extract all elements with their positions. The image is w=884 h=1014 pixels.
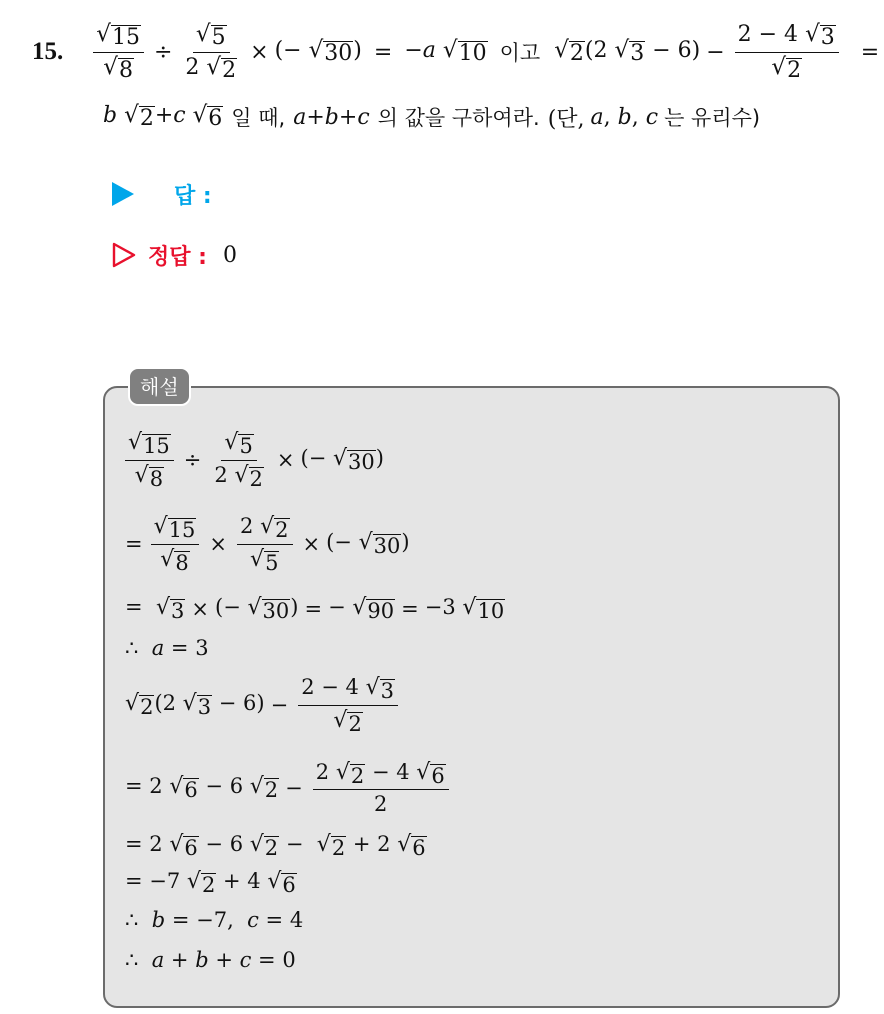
solution-line: = 2 √ 6 − 6 √ 2 − √ 2 + 2 √ 6 [125,832,426,861]
solution-line: ∴ b = −7, c = 4 [125,908,304,932]
answer-label: 답 : [174,183,212,209]
condition-suffix: 는 유리수) [664,106,761,130]
outline-triangle-icon [112,242,136,268]
question-text: 의 값을 구하여라. [377,106,540,130]
correct-answer-value: 0 [222,242,237,268]
fraction: 2 − 4 √ 3 √ 2 [735,22,839,81]
solution-line: = √ 15 √ 8 × 2 √ 2 √ 5 × (− √ 30 ) [125,514,410,575]
connector-text: 일 때, [231,106,286,130]
problem-number: 15. [32,38,64,65]
connector-text: 이고 [499,41,541,65]
fraction: √ 15 √ 8 [93,22,144,81]
solution-line: = 2 √ 6 − 6 √ 2 − 2 √ 2 − 4 √ 6 2 [125,753,453,823]
solution-line: √ 15 √ 8 ÷ √ 5 2 √ 2 × (− √ 30 ) [125,425,384,495]
correct-answer-row [112,240,237,270]
solution-line: = −7 √ 2 + 4 √ 6 [125,869,296,898]
correct-answer-label: 정답 : [148,244,207,270]
play-triangle-icon [112,182,134,206]
condition-prefix: (단, [547,106,585,132]
solution-line: = √ 3 × (− √ 30 ) = − √ 90 = −3 √ 10 [125,595,505,624]
answer-row [112,180,212,208]
problem-line-2: b √ 2 +c √ 6 일 때, a+b+c 의 값을 구하여라. (단, a, b, c 는 유리수) [103,102,761,132]
fraction: √ 5 2 √ 2 [185,21,237,83]
problem-line-1: 15. √ 15 √ 8 ÷ √ 5 2 √ 2 × (− √ 30 ) = −a √ 10 이고 √ 2 (2 √ 3 − 6) − 2 − 4 √ 3 √ 2 = [32,21,880,83]
solution-line: ∴ a = 3 [125,636,209,660]
solution-line: √ 2 (2 √ 3 − 6) − 2 − 4 √ 3 √ 2 [125,670,402,740]
explanation-badge: 해설 [128,367,191,406]
solution-line: ∴ a + b + c = 0 [125,948,296,972]
